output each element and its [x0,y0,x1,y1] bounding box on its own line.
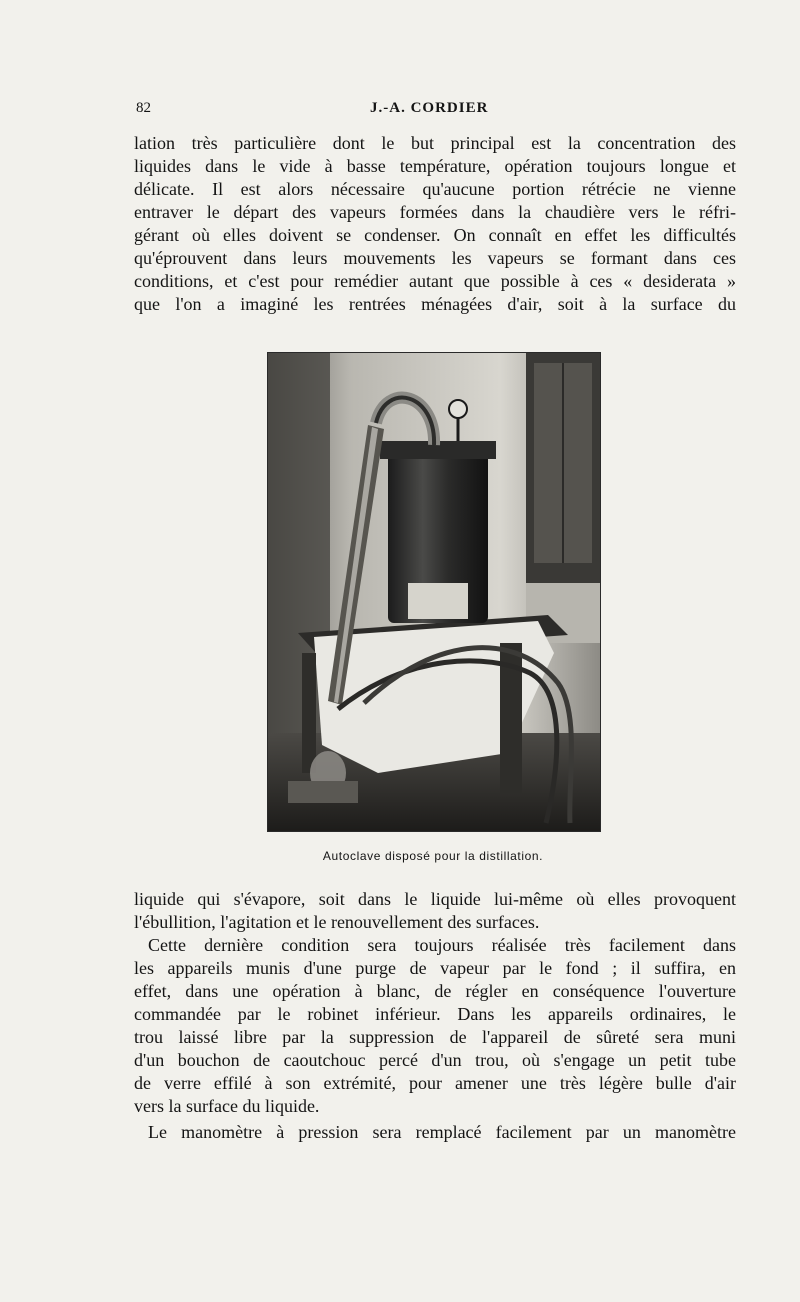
text-line: de verre effilé à son extrémité, pour amener une très légère bulle d'air [134,1073,736,1093]
paragraph-4 [134,1121,736,1144]
running-title: J.-A. CORDIER [370,100,489,116]
text-line: que l'on a imaginé les rentrées ménagées d'air, soit à la surface du [134,294,736,314]
figure-caption: Autoclave disposé pour la distillation. [322,849,544,863]
autoclave-photo [268,353,600,831]
paragraph-1 [134,132,736,316]
text-line: entraver le départ des vapeurs formées dans la chaudière vers le réfri- [134,202,736,222]
text-line: l'ébullition, l'agitation et le renouvellement des surfaces. [134,912,540,932]
text-line: gérant où elles doivent se condenser. On connaît en effet les difficultés [134,225,736,245]
text-line: d'un bouchon de caoutchouc percé d'un trou, où s'engage un petit tube [134,1050,736,1070]
text-line: liquides dans le vide à basse température, opération toujours longue et [134,156,736,176]
text-line: lation très particulière dont le but principal est la concentration des [134,133,736,153]
text-line: liquide qui s'évapore, soit dans le liquide lui-même où elles provoquent [134,889,736,909]
paragraph-3 [134,934,736,1118]
text-line: commandée par le robinet inférieur. Dans les appareils ordinaires, le [134,1004,736,1024]
text-line: trou laissé libre par la suppression de l'appareil de sûreté sera muni [134,1027,736,1047]
text-line: effet, dans une opération à blanc, de régler en conséquence l'ouverture [134,981,736,1001]
text-line: les appareils munis d'une purge de vapeur par le fond ; il suffira, en [134,958,736,978]
text-line: conditions, et c'est pour remédier autant que possible à ces « desiderata » [134,271,736,291]
text-line: qu'éprouvent dans leurs mouvements les vapeurs se formant dans ces [134,248,736,268]
text-line: Cette dernière condition sera toujours réalisée très facilement dans [148,935,736,955]
text-line: Le manomètre à pression sera remplacé facilement par un manomètre [148,1122,736,1142]
text-line: délicate. Il est alors nécessaire qu'aucune portion rétrécie ne vienne [134,179,736,199]
figure-photograph [267,352,601,832]
paragraph-2 [134,888,736,934]
page-number: 82 [136,100,151,116]
text-line: vers la surface du liquide. [134,1096,320,1116]
